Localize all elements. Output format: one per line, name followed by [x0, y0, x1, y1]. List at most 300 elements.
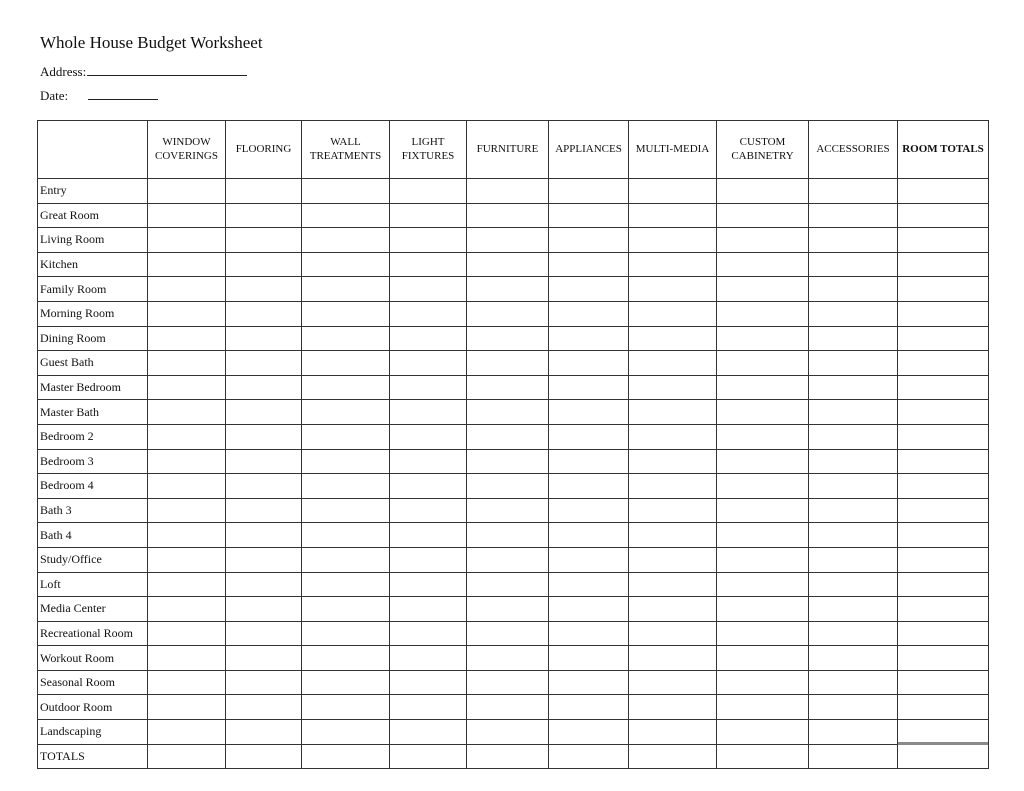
entry-cell[interactable] — [467, 326, 549, 351]
row-label-bedroom-2: Bedroom 2 — [38, 424, 148, 449]
entry-cell[interactable] — [148, 326, 226, 351]
entry-cell[interactable] — [302, 547, 390, 572]
entry-cell[interactable] — [809, 424, 898, 449]
entry-cell[interactable] — [549, 375, 629, 400]
entry-cell[interactable] — [549, 449, 629, 474]
column-header-multi-media — [629, 121, 717, 179]
entry-cell[interactable] — [226, 597, 302, 622]
entry-cell[interactable] — [390, 572, 467, 597]
entry-cell[interactable] — [898, 424, 989, 449]
entry-cell[interactable] — [148, 449, 226, 474]
address-blank-line[interactable] — [87, 64, 247, 76]
entry-cell[interactable] — [226, 375, 302, 400]
entry-cell[interactable] — [302, 228, 390, 253]
entry-cell[interactable] — [629, 597, 717, 622]
row-label-totals: TOTALS — [38, 744, 148, 769]
entry-cell[interactable] — [717, 670, 809, 695]
entry-cell[interactable] — [302, 179, 390, 204]
entry-cell[interactable] — [390, 179, 467, 204]
entry-cell[interactable] — [226, 351, 302, 376]
entry-cell[interactable] — [898, 326, 989, 351]
entry-cell[interactable] — [629, 720, 717, 745]
entry-cell[interactable] — [226, 449, 302, 474]
row-label-morning-room: Morning Room — [38, 301, 148, 326]
entry-cell[interactable] — [390, 424, 467, 449]
table-row — [38, 646, 989, 671]
table-row — [38, 744, 989, 769]
entry-cell[interactable] — [148, 375, 226, 400]
entry-cell[interactable] — [467, 646, 549, 671]
entry-cell[interactable] — [717, 400, 809, 425]
entry-cell[interactable] — [390, 670, 467, 695]
column-header-line: WINDOW — [162, 135, 211, 148]
table-row — [38, 277, 989, 302]
column-header-accessories — [809, 121, 898, 179]
entry-cell[interactable] — [809, 252, 898, 277]
entry-cell[interactable] — [809, 228, 898, 253]
entry-cell[interactable] — [549, 277, 629, 302]
entry-cell[interactable] — [148, 351, 226, 376]
entry-cell[interactable] — [148, 744, 226, 769]
table-row — [38, 351, 989, 376]
entry-cell[interactable] — [717, 252, 809, 277]
entry-cell[interactable] — [809, 277, 898, 302]
table-row — [38, 695, 989, 720]
entry-cell[interactable] — [809, 670, 898, 695]
entry-cell[interactable] — [467, 498, 549, 523]
entry-cell[interactable] — [148, 179, 226, 204]
entry-cell[interactable] — [226, 400, 302, 425]
entry-cell[interactable] — [717, 203, 809, 228]
entry-cell[interactable] — [302, 351, 390, 376]
entry-cell[interactable] — [226, 277, 302, 302]
entry-cell[interactable] — [549, 572, 629, 597]
entry-cell[interactable] — [629, 351, 717, 376]
entry-cell[interactable] — [226, 646, 302, 671]
row-label-study-office: Study/Office — [38, 547, 148, 572]
entry-cell[interactable] — [467, 597, 549, 622]
entry-cell[interactable] — [148, 203, 226, 228]
entry-cell[interactable] — [390, 498, 467, 523]
entry-cell[interactable] — [898, 449, 989, 474]
entry-cell[interactable] — [467, 375, 549, 400]
entry-cell[interactable] — [148, 695, 226, 720]
entry-cell[interactable] — [549, 523, 629, 548]
row-label-entry: Entry — [38, 179, 148, 204]
entry-cell[interactable] — [148, 400, 226, 425]
row-label-bedroom-4: Bedroom 4 — [38, 474, 148, 499]
entry-cell[interactable] — [717, 301, 809, 326]
column-header-line: APPLIANCES — [555, 142, 622, 155]
entry-cell[interactable] — [390, 449, 467, 474]
row-label-landscaping: Landscaping — [38, 720, 148, 745]
entry-cell[interactable] — [809, 301, 898, 326]
entry-cell[interactable] — [629, 474, 717, 499]
entry-cell[interactable] — [809, 351, 898, 376]
entry-cell[interactable] — [226, 670, 302, 695]
column-header-line: FIXTURES — [401, 149, 455, 162]
table-row — [38, 597, 989, 622]
entry-cell[interactable] — [226, 547, 302, 572]
entry-cell[interactable] — [390, 474, 467, 499]
entry-cell[interactable] — [226, 301, 302, 326]
entry-cell[interactable] — [809, 523, 898, 548]
entry-cell[interactable] — [898, 621, 989, 646]
column-header-line: MULTI-MEDIA — [635, 142, 710, 155]
entry-cell[interactable] — [549, 744, 629, 769]
entry-cell[interactable] — [390, 695, 467, 720]
entry-cell[interactable] — [302, 252, 390, 277]
entry-cell[interactable] — [302, 301, 390, 326]
row-label-media-center: Media Center — [38, 597, 148, 622]
entry-cell[interactable] — [629, 375, 717, 400]
entry-cell[interactable] — [898, 498, 989, 523]
entry-cell[interactable] — [629, 523, 717, 548]
entry-cell[interactable] — [467, 621, 549, 646]
entry-cell[interactable] — [467, 179, 549, 204]
entry-cell[interactable] — [809, 547, 898, 572]
entry-cell[interactable] — [549, 646, 629, 671]
entry-cell[interactable] — [629, 326, 717, 351]
entry-cell[interactable] — [809, 375, 898, 400]
entry-cell[interactable] — [717, 695, 809, 720]
entry-cell[interactable] — [302, 670, 390, 695]
entry-cell[interactable] — [390, 597, 467, 622]
table-row — [38, 424, 989, 449]
entry-cell[interactable] — [226, 695, 302, 720]
entry-cell[interactable] — [629, 498, 717, 523]
entry-cell[interactable] — [898, 277, 989, 302]
entry-cell[interactable] — [302, 474, 390, 499]
entry-cell[interactable] — [148, 498, 226, 523]
entry-cell[interactable] — [629, 252, 717, 277]
entry-cell[interactable] — [148, 597, 226, 622]
entry-cell[interactable] — [148, 301, 226, 326]
entry-cell[interactable] — [629, 744, 717, 769]
entry-cell[interactable] — [717, 523, 809, 548]
entry-cell[interactable] — [629, 277, 717, 302]
entry-cell[interactable] — [390, 351, 467, 376]
entry-cell[interactable] — [390, 744, 467, 769]
entry-cell[interactable] — [717, 572, 809, 597]
entry-cell[interactable] — [629, 449, 717, 474]
entry-cell[interactable] — [467, 400, 549, 425]
entry-cell[interactable] — [302, 695, 390, 720]
entry-cell[interactable] — [226, 326, 302, 351]
entry-cell[interactable] — [717, 179, 809, 204]
entry-cell[interactable] — [809, 744, 898, 769]
entry-cell[interactable] — [467, 203, 549, 228]
entry-cell[interactable] — [549, 424, 629, 449]
entry-cell[interactable] — [226, 744, 302, 769]
entry-cell[interactable] — [302, 326, 390, 351]
entry-cell[interactable] — [467, 523, 549, 548]
entry-cell[interactable] — [717, 597, 809, 622]
row-label-bath-3: Bath 3 — [38, 498, 148, 523]
column-header-line: CUSTOM — [739, 135, 786, 148]
worksheet-title: Whole House Budget Worksheet — [40, 33, 263, 52]
entry-cell[interactable] — [549, 252, 629, 277]
entry-cell[interactable] — [467, 351, 549, 376]
entry-cell[interactable] — [629, 203, 717, 228]
entry-cell[interactable] — [390, 277, 467, 302]
entry-cell[interactable] — [717, 646, 809, 671]
entry-cell[interactable] — [898, 646, 989, 671]
entry-cell[interactable] — [390, 252, 467, 277]
entry-cell[interactable] — [302, 523, 390, 548]
column-header-flooring — [226, 121, 302, 179]
entry-cell[interactable] — [898, 523, 989, 548]
entry-cell[interactable] — [717, 744, 809, 769]
entry-cell[interactable] — [809, 621, 898, 646]
entry-cell[interactable] — [302, 203, 390, 228]
entry-cell[interactable] — [629, 547, 717, 572]
entry-cell[interactable] — [898, 720, 989, 745]
entry-cell[interactable] — [302, 744, 390, 769]
entry-cell[interactable] — [302, 277, 390, 302]
entry-cell[interactable] — [467, 424, 549, 449]
entry-cell[interactable] — [302, 646, 390, 671]
date-blank-line[interactable] — [88, 88, 158, 100]
entry-cell[interactable] — [898, 400, 989, 425]
entry-cell[interactable] — [629, 228, 717, 253]
entry-cell[interactable] — [898, 597, 989, 622]
entry-cell[interactable] — [148, 252, 226, 277]
entry-cell[interactable] — [809, 695, 898, 720]
entry-cell[interactable] — [226, 720, 302, 745]
entry-cell[interactable] — [390, 646, 467, 671]
entry-cell[interactable] — [717, 498, 809, 523]
entry-cell[interactable] — [629, 646, 717, 671]
entry-cell[interactable] — [148, 523, 226, 548]
entry-cell[interactable] — [549, 695, 629, 720]
entry-cell[interactable] — [302, 400, 390, 425]
entry-cell[interactable] — [629, 179, 717, 204]
entry-cell[interactable] — [717, 474, 809, 499]
row-label-recreational-room: Recreational Room — [38, 621, 148, 646]
entry-cell[interactable] — [809, 572, 898, 597]
entry-cell[interactable] — [898, 203, 989, 228]
column-header-light-fixtures — [390, 121, 467, 179]
entry-cell[interactable] — [390, 547, 467, 572]
entry-cell[interactable] — [302, 449, 390, 474]
entry-cell[interactable] — [809, 498, 898, 523]
column-header-line: ROOM TOTALS — [902, 142, 984, 155]
entry-cell[interactable] — [226, 498, 302, 523]
entry-cell[interactable] — [898, 744, 989, 769]
entry-cell[interactable] — [549, 179, 629, 204]
entry-cell[interactable] — [898, 252, 989, 277]
entry-cell[interactable] — [148, 621, 226, 646]
entry-cell[interactable] — [629, 695, 717, 720]
entry-cell[interactable] — [467, 670, 549, 695]
entry-cell[interactable] — [717, 621, 809, 646]
entry-cell[interactable] — [549, 597, 629, 622]
address-field — [40, 64, 247, 80]
entry-cell[interactable] — [549, 326, 629, 351]
entry-cell[interactable] — [390, 326, 467, 351]
entry-cell[interactable] — [390, 203, 467, 228]
entry-cell[interactable] — [302, 424, 390, 449]
entry-cell[interactable] — [302, 572, 390, 597]
table-row — [38, 301, 989, 326]
entry-cell[interactable] — [629, 572, 717, 597]
entry-cell[interactable] — [717, 375, 809, 400]
entry-cell[interactable] — [809, 720, 898, 745]
entry-cell[interactable] — [717, 424, 809, 449]
entry-cell[interactable] — [148, 646, 226, 671]
column-header-line: COVERINGS — [155, 149, 218, 162]
entry-cell[interactable] — [898, 228, 989, 253]
entry-cell[interactable] — [148, 277, 226, 302]
entry-cell[interactable] — [549, 720, 629, 745]
row-label-outdoor-room: Outdoor Room — [38, 695, 148, 720]
entry-cell[interactable] — [717, 547, 809, 572]
entry-cell[interactable] — [549, 203, 629, 228]
table-row — [38, 252, 989, 277]
entry-cell[interactable] — [549, 474, 629, 499]
entry-cell[interactable] — [549, 547, 629, 572]
row-label-master-bath: Master Bath — [38, 400, 148, 425]
table-row — [38, 547, 989, 572]
entry-cell[interactable] — [148, 670, 226, 695]
entry-cell[interactable] — [467, 547, 549, 572]
entry-cell[interactable] — [809, 203, 898, 228]
entry-cell[interactable] — [390, 720, 467, 745]
entry-cell[interactable] — [226, 424, 302, 449]
table-row — [38, 572, 989, 597]
entry-cell[interactable] — [809, 326, 898, 351]
entry-cell[interactable] — [467, 228, 549, 253]
entry-cell[interactable] — [226, 621, 302, 646]
entry-cell[interactable] — [467, 277, 549, 302]
column-header-line: LIGHT — [411, 135, 445, 148]
entry-cell[interactable] — [302, 621, 390, 646]
row-label-dining-room: Dining Room — [38, 326, 148, 351]
entry-cell[interactable] — [809, 474, 898, 499]
entry-cell[interactable] — [629, 400, 717, 425]
column-header-line: ACCESSORIES — [816, 142, 890, 155]
entry-cell[interactable] — [148, 474, 226, 499]
entry-cell[interactable] — [898, 179, 989, 204]
entry-cell[interactable] — [467, 695, 549, 720]
entry-cell[interactable] — [467, 252, 549, 277]
column-header-furniture — [467, 121, 549, 179]
entry-cell[interactable] — [226, 179, 302, 204]
entry-cell[interactable] — [549, 351, 629, 376]
entry-cell[interactable] — [390, 375, 467, 400]
entry-cell[interactable] — [390, 400, 467, 425]
entry-cell[interactable] — [809, 179, 898, 204]
entry-cell[interactable] — [302, 597, 390, 622]
entry-cell[interactable] — [809, 449, 898, 474]
entry-cell[interactable] — [898, 351, 989, 376]
header-row — [38, 121, 989, 179]
entry-cell[interactable] — [717, 449, 809, 474]
entry-cell[interactable] — [467, 301, 549, 326]
entry-cell[interactable] — [717, 326, 809, 351]
entry-cell[interactable] — [302, 720, 390, 745]
entry-cell[interactable] — [549, 621, 629, 646]
entry-cell[interactable] — [302, 375, 390, 400]
entry-cell[interactable] — [629, 621, 717, 646]
entry-cell[interactable] — [390, 228, 467, 253]
entry-cell[interactable] — [717, 228, 809, 253]
entry-cell[interactable] — [809, 646, 898, 671]
row-label-seasonal-room: Seasonal Room — [38, 670, 148, 695]
entry-cell[interactable] — [549, 228, 629, 253]
entry-cell[interactable] — [226, 203, 302, 228]
entry-cell[interactable] — [390, 301, 467, 326]
column-header-line: CABINETRY — [731, 149, 794, 162]
entry-cell[interactable] — [148, 228, 226, 253]
entry-cell[interactable] — [226, 523, 302, 548]
entry-cell[interactable] — [467, 720, 549, 745]
entry-cell[interactable] — [226, 252, 302, 277]
entry-cell[interactable] — [898, 695, 989, 720]
table-row — [38, 179, 989, 204]
row-label-loft: Loft — [38, 572, 148, 597]
entry-cell[interactable] — [717, 720, 809, 745]
entry-cell[interactable] — [467, 474, 549, 499]
entry-cell[interactable] — [898, 375, 989, 400]
table-body — [38, 179, 989, 769]
entry-cell[interactable] — [226, 572, 302, 597]
entry-cell[interactable] — [898, 301, 989, 326]
entry-cell[interactable] — [226, 228, 302, 253]
entry-cell[interactable] — [809, 597, 898, 622]
table-row — [38, 523, 989, 548]
entry-cell[interactable] — [898, 572, 989, 597]
entry-cell[interactable] — [898, 547, 989, 572]
entry-cell[interactable] — [467, 449, 549, 474]
entry-cell[interactable] — [148, 424, 226, 449]
row-label-bath-4: Bath 4 — [38, 523, 148, 548]
entry-cell[interactable] — [148, 720, 226, 745]
entry-cell[interactable] — [390, 523, 467, 548]
entry-cell[interactable] — [549, 400, 629, 425]
entry-cell[interactable] — [467, 572, 549, 597]
column-header-window-coverings — [148, 121, 226, 179]
entry-cell[interactable] — [898, 670, 989, 695]
entry-cell[interactable] — [302, 498, 390, 523]
entry-cell[interactable] — [467, 744, 549, 769]
address-label: Address: — [40, 64, 87, 79]
entry-cell[interactable] — [629, 301, 717, 326]
entry-cell[interactable] — [629, 424, 717, 449]
entry-cell[interactable] — [226, 474, 302, 499]
entry-cell[interactable] — [717, 277, 809, 302]
entry-cell[interactable] — [809, 400, 898, 425]
entry-cell[interactable] — [549, 670, 629, 695]
column-header-wall-treatments — [302, 121, 390, 179]
entry-cell[interactable] — [148, 547, 226, 572]
row-label-workout-room: Workout Room — [38, 646, 148, 671]
entry-cell[interactable] — [148, 572, 226, 597]
entry-cell[interactable] — [898, 474, 989, 499]
entry-cell[interactable] — [549, 301, 629, 326]
entry-cell[interactable] — [717, 351, 809, 376]
row-label-bedroom-3: Bedroom 3 — [38, 449, 148, 474]
date-label: Date: — [40, 88, 69, 103]
table-row — [38, 474, 989, 499]
table-row — [38, 375, 989, 400]
entry-cell[interactable] — [629, 670, 717, 695]
entry-cell[interactable] — [390, 621, 467, 646]
row-label-master-bedroom: Master Bedroom — [38, 375, 148, 400]
header-corner-cell — [38, 121, 148, 179]
entry-cell[interactable] — [549, 498, 629, 523]
